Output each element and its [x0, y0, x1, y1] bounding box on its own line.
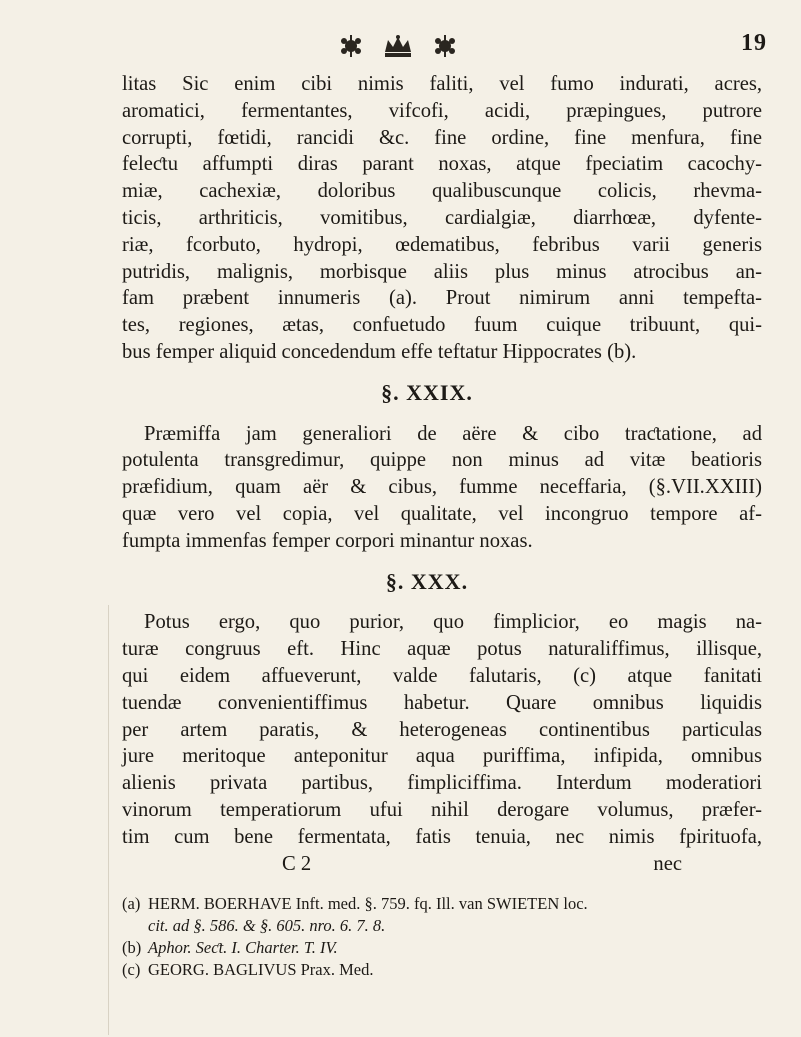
text-line: alienis privata partibus, fimpliciffima. Interdum moderatiori — [122, 772, 762, 795]
footnote — [122, 937, 762, 959]
text-line: bus femper aliquid concedendum effe teftatur Hippocrates (b). — [122, 340, 637, 363]
text-line: riæ, fcorbuto, hydropi, œdematibus, febribus varii generis — [122, 233, 762, 256]
footnote-mark: (b) — [122, 938, 142, 958]
text-line: putridis, malignis, morbisque aliis plus minus atrocibus an- — [122, 260, 762, 283]
section-heading: §. XXX. — [385, 568, 469, 594]
text-line: tes, regiones, ætas, confuetudo fuum cuique tribuunt, qui- — [122, 314, 762, 337]
crown-icon — [382, 34, 414, 58]
text-line: miæ, cachexiæ, doloribus qualibuscunque colicis, rhevma- — [122, 180, 762, 203]
text-line: ticis, arthriticis, vomitibus, cardialgiæ, diarrhœæ, dyfente- — [122, 206, 762, 229]
text-line: litas Sic enim cibi nimis faliti, vel fumo indurati, acres, — [122, 73, 762, 95]
text-line: corrupti, fœtidi, rancidi &c. fine ordine, fine menfura, fine — [122, 126, 762, 149]
page-body — [122, 71, 762, 981]
footnotes — [122, 893, 762, 981]
text-line: feleƈtu affumpti diras parant noxas, atque fpeciatim cacochy- — [122, 153, 762, 176]
text-line: aromatici, fermentantes, vifcofi, acidi, præpingues, putrore — [122, 99, 762, 122]
section-29-paragraph — [122, 421, 762, 555]
text-line: tim cum bene fermentata, fatis tenuia, nec nimis fpirituofa, — [122, 825, 762, 848]
catchword: nec — [653, 852, 682, 875]
header-ornament — [338, 34, 458, 58]
text-line: vinorum temperatiorum ufui nihil derogare volumus, præfer- — [122, 798, 762, 821]
signature-mark: C 2 — [282, 852, 312, 875]
fleuron-icon — [432, 35, 458, 57]
signature-line — [122, 851, 762, 878]
footnote — [122, 959, 762, 981]
footnote-text: GEORG. BAGLIVUS Prax. Med. — [148, 960, 374, 980]
text-line: Præmiffa jam generaliori de aëre & cibo traƈtatione, ad — [144, 422, 762, 445]
text-line: quæ vero vel copia, vel qualitate, vel incongruo tempore af- — [122, 502, 762, 525]
text-line: fumpta immenfas femper corpori minantur noxas. — [122, 529, 533, 552]
footnote-mark: (c) — [122, 960, 141, 980]
section-30-paragraph — [122, 609, 762, 877]
page-number: 19 — [741, 30, 767, 56]
footnote — [122, 915, 762, 937]
footnote-text: cit. ad §. 586. & §. 605. nro. 6. 7. 8. — [148, 916, 386, 936]
margin-shadow — [108, 605, 109, 1035]
text-line: per artem paratis, & heterogeneas continentibus particulas — [122, 718, 762, 741]
text-line: fam præbent innumeris (a). Prout nimirum anni tempefta- — [122, 287, 762, 310]
footnote-mark: (a) — [122, 894, 141, 914]
footnote-text: Aphor. Seƈt. I. Charter. T. IV. — [148, 938, 338, 958]
page-header — [0, 30, 801, 74]
text-line: jure meritoque anteponitur aqua puriffima, infipida, omnibus — [122, 745, 762, 768]
text-line: potulenta transgredimur, quippe non minus ad vitæ beatioris — [122, 449, 762, 472]
footnote-text: HERM. BOERHAVE Inft. med. §. 759. fq. Ill. van SWIETEN loc. — [148, 894, 588, 914]
text-line: præfidium, quam aër & cibus, fumme neceffaria, (§.VII.XXIII) — [122, 476, 762, 499]
footnote — [122, 893, 762, 915]
paragraph-continuation — [122, 71, 762, 366]
text-line: qui eidem affueverunt, valde falutaris, (c) atque fanitati — [122, 664, 762, 687]
fleuron-icon — [338, 35, 364, 57]
section-heading: §. XXIX. — [381, 379, 473, 405]
text-line: turæ congruus eft. Hinc aquæ potus naturaliffimus, illisque, — [122, 638, 762, 661]
text-line: Potus ergo, quo purior, quo fimplicior, eo magis na- — [144, 611, 762, 634]
text-line: tuendæ convenientiffimus habetur. Quare omnibus liquidis — [122, 691, 762, 714]
